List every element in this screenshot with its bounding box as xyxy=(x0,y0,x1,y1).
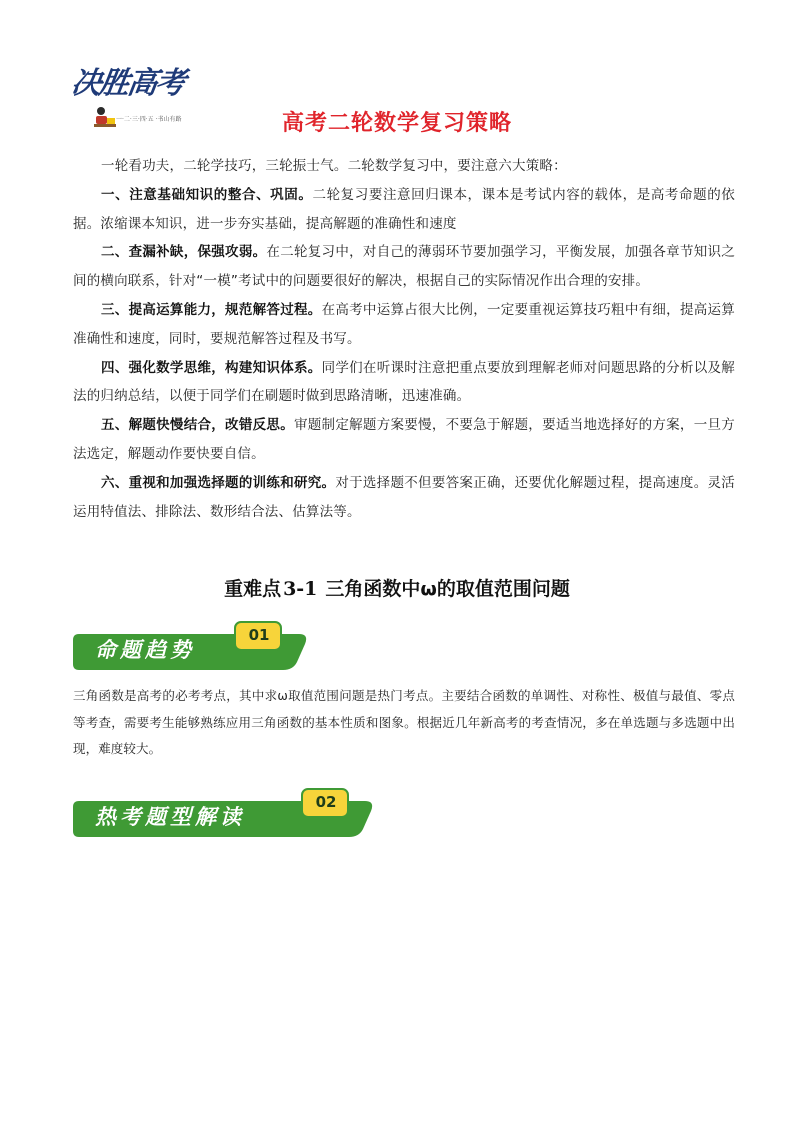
banner-trend xyxy=(73,620,313,672)
section-heading: 三角函数中ω的取值范围问题 xyxy=(325,578,570,600)
banner-hot-topics xyxy=(73,787,378,839)
strategy-paragraph xyxy=(73,354,735,412)
strategy-paragraph xyxy=(73,238,735,296)
trend-description xyxy=(73,683,735,763)
strategy-heading: 三、提高运算能力，规范解答过程。 xyxy=(101,301,322,318)
strategy-heading: 二、查漏补缺，保强攻弱。 xyxy=(101,244,267,261)
strategy-heading: 六、重视和加强选择题的训练和研究。 xyxy=(101,474,336,491)
strategy-body: 在二轮复习中，对自己的薄弱环节要加强学习，平衡发展，加强各章节知识之间的横向联系，针对“一模”考试中的问题要很好的解决，根据自己的实际情况作出合理的安排。 xyxy=(73,244,735,290)
strategy-heading: 四、强化数学思维，构建知识体系。 xyxy=(101,359,322,376)
section-prefix: 重难点 xyxy=(224,578,282,600)
banner-number: 02 xyxy=(315,793,337,811)
strategy-body: 审题制定解题方案要慢，不要急于解题，要适当地选择好的方案，一旦方法选定，解题动作要快要自信。 xyxy=(73,417,735,462)
strategy-heading: 五、解题快慢结合，改错反思。 xyxy=(101,417,294,434)
banner-label: 命题趋势 xyxy=(95,637,195,662)
banner-label: 热考题型解读 xyxy=(95,804,245,829)
section-title xyxy=(0,574,794,601)
strategy-paragraph xyxy=(73,296,735,354)
page-title: 高考二轮数学复习策略 xyxy=(281,111,512,136)
strategy-paragraph xyxy=(73,469,735,527)
section-number: 3-1 xyxy=(283,578,318,600)
trend-paragraph: 三角函数是高考的必考考点，其中求ω取值范围问题是热门考点。主要结合函数的单调性、对称性、极值与最值、零点等考查，需要考生能够熟练应用三角函数的基本性质和图象。根据近几年新高考的考查情况，多在单选题与多选题中出现，难度较大。 xyxy=(73,688,735,756)
strategy-paragraph xyxy=(73,411,735,469)
strategy-body: 对于选择题不但要答案正确，还要优化解题过程，提高速度。灵活运用特值法、排除法、数形结合法、估算法等。 xyxy=(73,474,735,520)
strategy-body: 在高考中运算占很大比例，一定要重视运算技巧粗中有细，提高运算准确性和速度，同时，要规范解答过程及书写。 xyxy=(73,301,736,347)
strategy-section xyxy=(73,152,735,526)
strategy-body: 同学们在听课时注意把重点要放到理解老师对问题思路的分析以及解法的归纳总结，以便于同学们在刷题时做到思路清晰，迅速准确。 xyxy=(73,359,736,405)
strategy-heading: 一、注意基础知识的整合、巩固。 xyxy=(101,186,313,203)
logo-subtitle: 一·二·三·四·五 ·书山有路 xyxy=(116,116,182,123)
strategy-body: 二轮复习要注意回归课本，课本是考试内容的载体，是高考命题的依据。浓缩课本知识，进一步夯实基础，提高解题的准确性和速度 xyxy=(73,186,736,232)
banner-number: 01 xyxy=(248,626,270,644)
logo-text: 决胜高考 xyxy=(69,66,186,101)
intro-paragraph: 一轮看功夫，二轮学技巧，三轮振士气。二轮数学复习中，要注意六大策略： xyxy=(101,158,567,174)
strategy-paragraph xyxy=(73,181,735,239)
